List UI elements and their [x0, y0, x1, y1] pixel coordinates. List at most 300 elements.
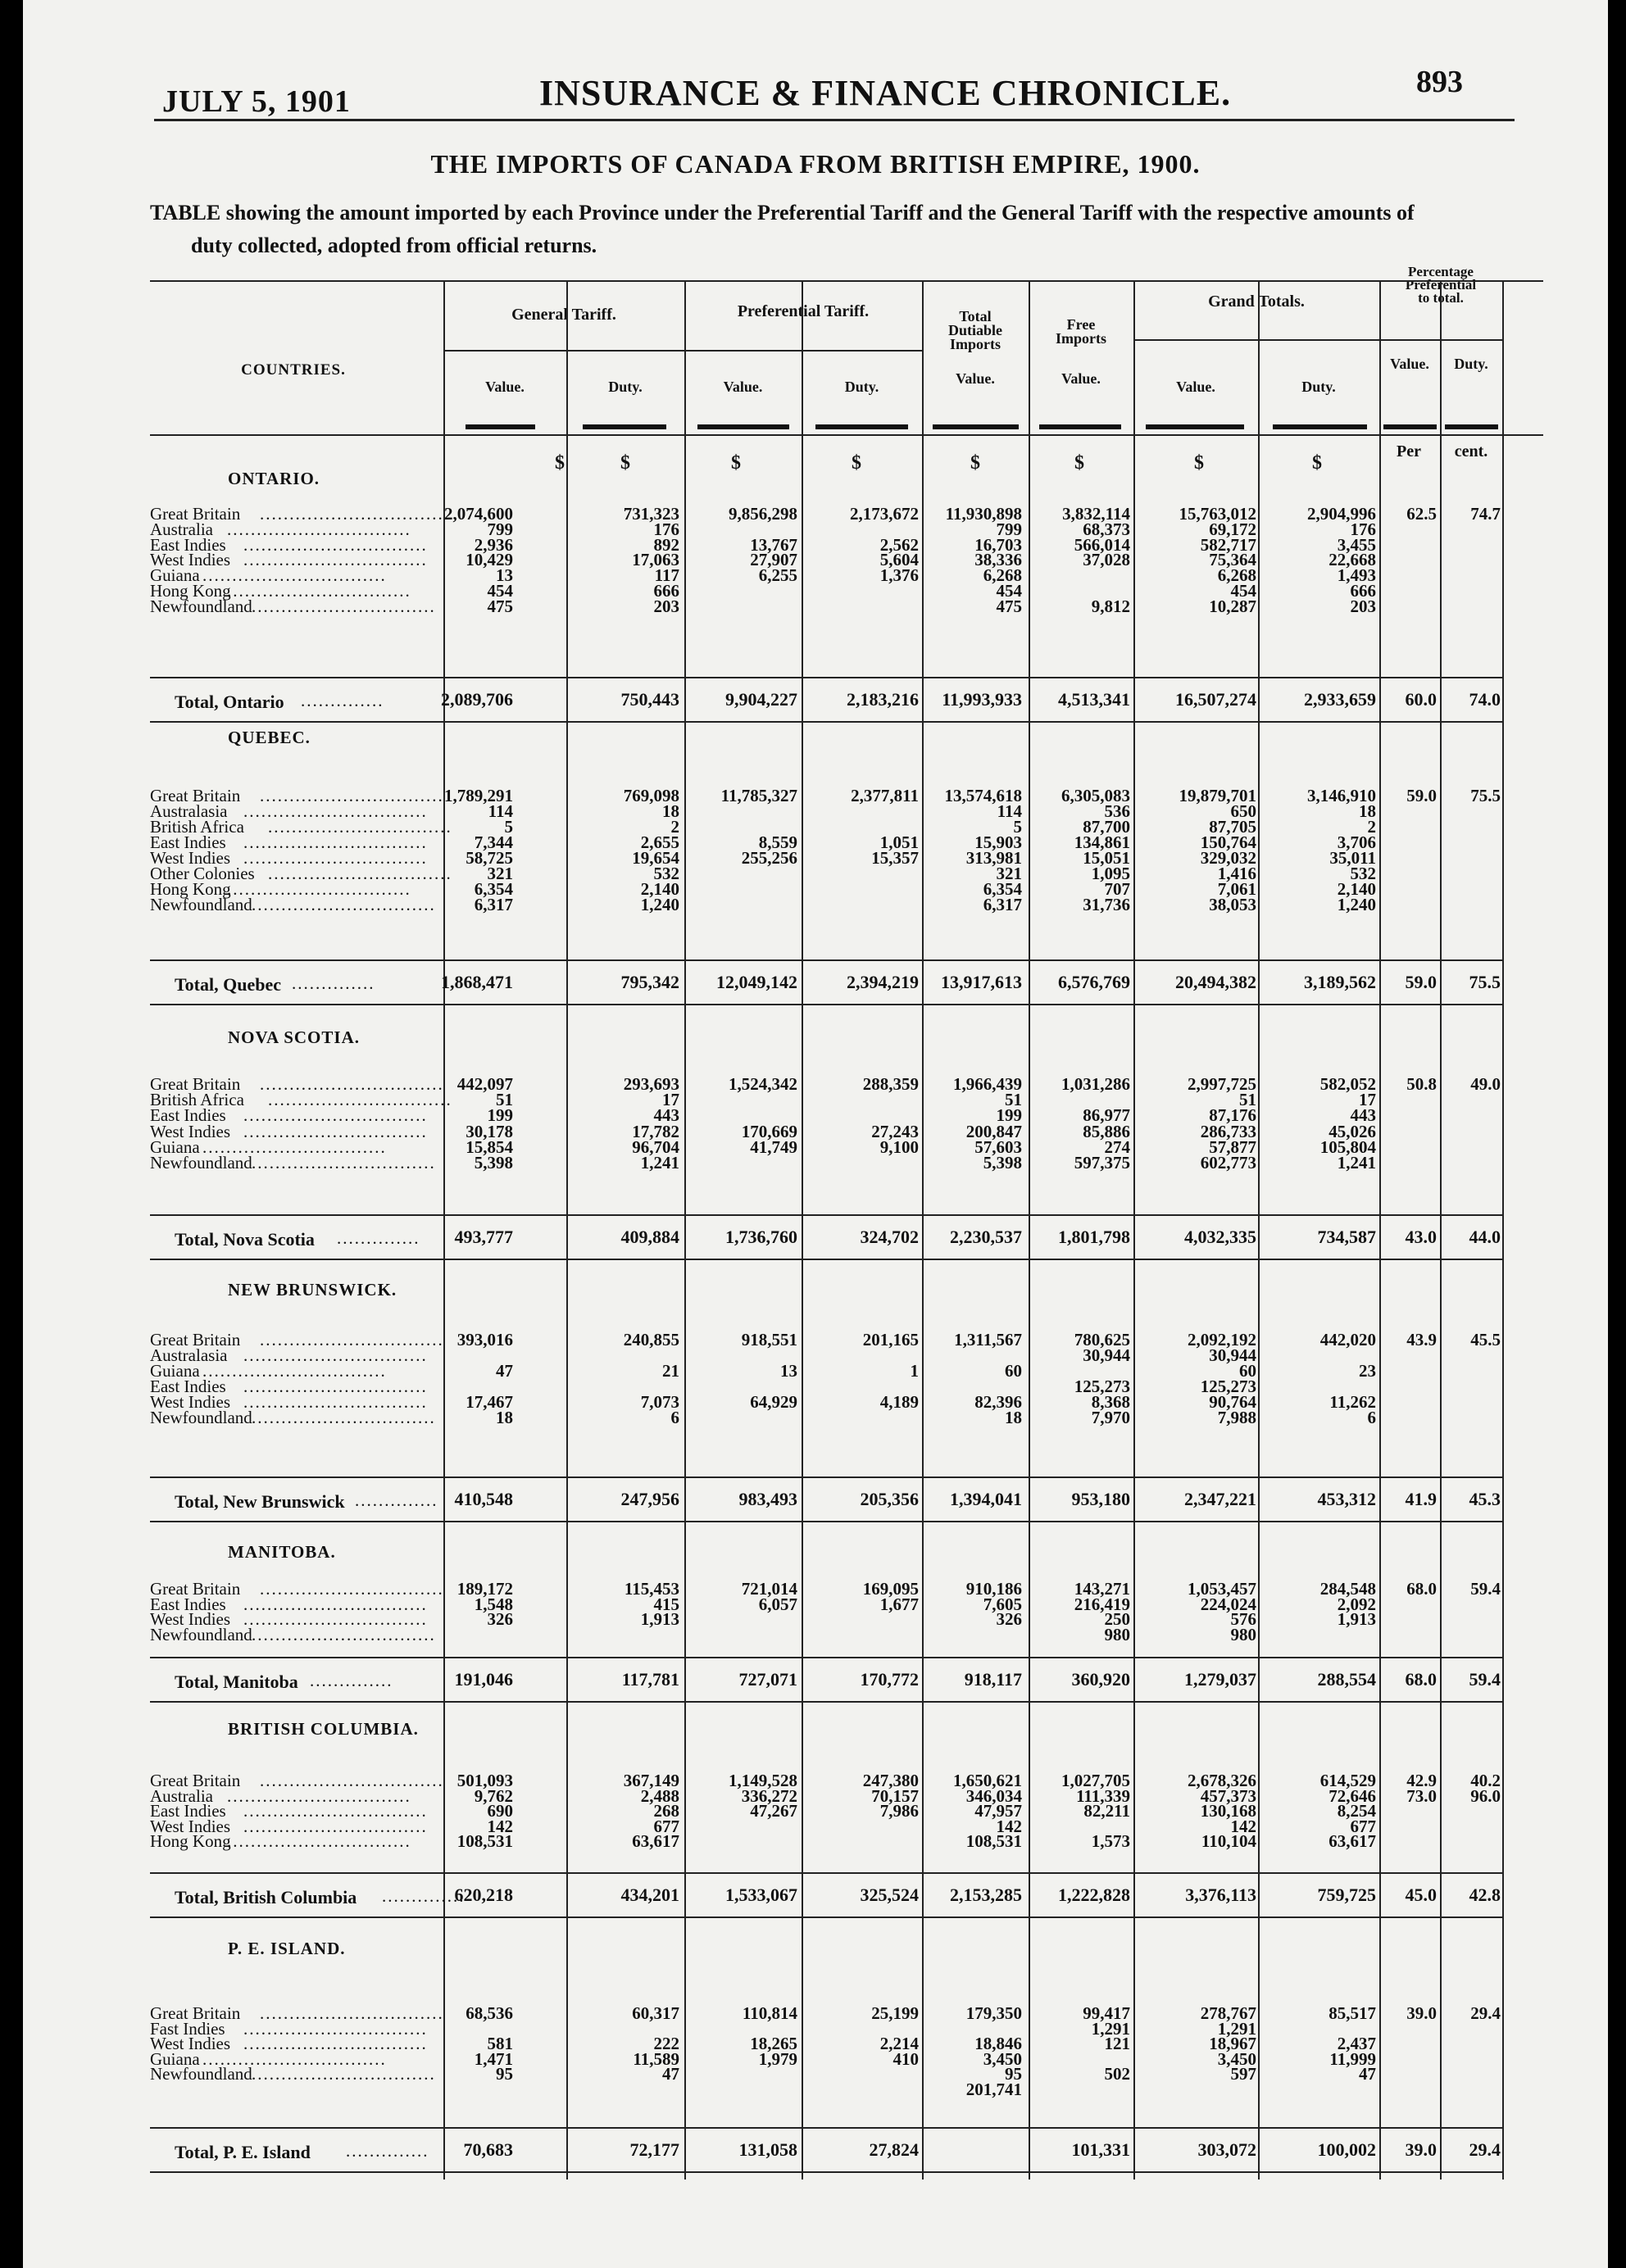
cell-value: 18,967: [1209, 2034, 1256, 2053]
cell-value: 18,846: [974, 2034, 1022, 2053]
total-value: 3,189,562: [1304, 972, 1376, 992]
cell-value: 666: [653, 581, 679, 601]
cell-value: 70,157: [871, 1785, 919, 1806]
unit-dollar: $: [620, 452, 630, 474]
cell-value: 566,014: [1074, 534, 1130, 555]
leader-dots: ..............: [355, 1490, 438, 1510]
cell-value: 532: [653, 864, 679, 883]
province-heading: ONTARIO.: [228, 469, 320, 488]
cell-value: 980: [1230, 1624, 1256, 1644]
total-value: 131,058: [738, 2139, 797, 2160]
cell-value: 2,092: [1337, 1594, 1376, 1614]
cell-value: 13,574,618: [944, 786, 1022, 805]
row-country: East Indies: [150, 1377, 226, 1396]
cell-value: 278,767: [1200, 2003, 1256, 2023]
cell-value: 15,763,012: [1179, 504, 1256, 524]
cell-value: 176: [653, 519, 679, 539]
leader-dots: ..............: [310, 1671, 393, 1690]
cell-value: 16,703: [974, 534, 1022, 555]
cell-value: 7,988: [1217, 1408, 1256, 1427]
unit-percent: cent.: [1454, 442, 1488, 460]
cell-value: 910,186: [965, 1579, 1022, 1599]
cell-value: 9,812: [1091, 596, 1130, 616]
total-value: 11,993,933: [942, 689, 1022, 710]
leader-dots: ...............................: [268, 864, 452, 883]
row-country: Hong Kong: [150, 1831, 231, 1851]
total-value: 101,331: [1071, 2139, 1130, 2160]
cell-value: 6,268: [983, 565, 1022, 586]
cell-value: 15,051: [1083, 848, 1130, 868]
leader-dots: ...............................: [252, 1153, 436, 1173]
header-rule: [154, 119, 1515, 121]
total-value: 16,507,274: [1175, 689, 1256, 710]
cell-value: 75,364: [1209, 550, 1256, 570]
cell-value: 114: [488, 801, 513, 821]
cell-value: 58,725: [466, 848, 513, 868]
total-label: Total, Manitoba: [175, 1672, 298, 1692]
cell-value: 2,214: [879, 2034, 919, 2053]
total-label: Total, Quebec: [175, 974, 281, 995]
cell-value: 43.9: [1406, 1330, 1437, 1349]
cell-value: 5: [504, 817, 513, 837]
cell-value: 134,861: [1074, 832, 1130, 852]
province-heading: NEW BRUNSWICK.: [228, 1280, 397, 1300]
leader-dots: ...............................: [252, 596, 436, 616]
total-value: 734,587: [1317, 1227, 1376, 1247]
cell-value: 22,668: [1329, 550, 1376, 570]
cell-value: 329,032: [1200, 848, 1256, 868]
total-value: 1,222,828: [1058, 1885, 1130, 1905]
total-value: 6,576,769: [1058, 972, 1130, 992]
unit-dollar: $: [1312, 452, 1322, 474]
subheader-bar: [1146, 424, 1244, 429]
cell-value: 62.5: [1406, 504, 1437, 524]
row-country: West Indies: [150, 550, 231, 570]
cell-value: 68,373: [1083, 519, 1130, 539]
leader-dots: ...............................: [227, 1831, 411, 1851]
cell-value: 3,146,910: [1307, 786, 1376, 805]
total-value: 70,683: [463, 2139, 513, 2160]
cell-value: 1,240: [640, 895, 679, 914]
total-value: 39.0: [1405, 2139, 1437, 2160]
leader-dots: ...............................: [243, 550, 428, 570]
row-country: East Indies: [150, 1594, 226, 1614]
total-label: Total, P. E. Island: [175, 2142, 311, 2162]
cell-value: 1,979: [758, 2048, 797, 2069]
leader-dots: ...............................: [243, 1801, 428, 1821]
cell-value: 18: [662, 801, 679, 821]
cell-value: 95: [1005, 2064, 1022, 2084]
cell-value: 27,243: [871, 1121, 919, 1141]
header-bottom-rule: [150, 434, 1543, 436]
total-value: 1,736,760: [725, 1227, 797, 1247]
cell-value: 1,376: [879, 565, 919, 586]
cell-value: 11,262: [1329, 1392, 1376, 1412]
cell-value: 25,199: [871, 2003, 919, 2023]
cell-value: 17,467: [466, 1392, 513, 1412]
cell-value: 39.0: [1406, 2003, 1437, 2023]
leader-dots: ...............................: [227, 1785, 411, 1806]
cell-value: 442,020: [1319, 1330, 1376, 1349]
cell-value: 268: [653, 1801, 679, 1821]
cell-value: 367,149: [623, 1771, 679, 1790]
cell-value: 3,450: [1217, 2048, 1256, 2069]
cell-value: 57,877: [1209, 1136, 1256, 1157]
cell-value: 1: [910, 1361, 919, 1381]
cell-value: 63,617: [1329, 1831, 1376, 1851]
row-country: West Indies: [150, 1816, 231, 1836]
cell-value: 42.9: [1406, 1771, 1437, 1790]
issue-date: JULY 5, 1901: [162, 84, 351, 119]
total-value: 288,554: [1317, 1669, 1376, 1690]
cell-value: 321: [487, 864, 513, 883]
caption-line-1: TABLE showing the amount imported by each Province under the Preferential Tariff and the General Tariff with the respective amounts of: [150, 201, 1415, 225]
total-value: 2,347,221: [1184, 1489, 1256, 1509]
table-caption: [150, 197, 1527, 262]
cell-value: 143,271: [1074, 1579, 1130, 1599]
cell-value: 1,311,567: [954, 1330, 1022, 1349]
cell-value: 1,291: [1091, 2018, 1130, 2039]
cell-value: 690: [487, 1801, 513, 1821]
total-value: 2,394,219: [847, 972, 919, 992]
subheader-rule: [1379, 339, 1502, 341]
row-country: Great Britain: [150, 1330, 241, 1349]
unit-dollar: $: [555, 452, 565, 474]
cell-value: 1,241: [640, 1153, 679, 1173]
cell-value: 15,357: [871, 848, 919, 868]
leader-dots: ..............: [301, 691, 384, 710]
subheader-rule: [1133, 339, 1379, 341]
total-value: 918,117: [964, 1669, 1022, 1690]
cell-value: 17,063: [632, 550, 679, 570]
cell-value: 82,396: [974, 1392, 1022, 1412]
cell-value: 8,254: [1337, 1801, 1376, 1821]
total-value: 205,356: [860, 1489, 919, 1509]
cell-value: 110,104: [1201, 1831, 1256, 1851]
cell-value: 51: [1005, 1090, 1022, 1110]
cell-value: 30,178: [466, 1121, 513, 1141]
leader-dots: ...............................: [268, 817, 452, 837]
cell-value: 189,172: [456, 1579, 513, 1599]
cell-value: 918,551: [741, 1330, 797, 1349]
cell-value: 64,929: [750, 1392, 797, 1412]
cell-value: 1,650,621: [953, 1771, 1022, 1790]
cell-value: 38,336: [974, 550, 1022, 570]
leader-dots: ...............................: [202, 1136, 387, 1157]
cell-value: 532: [1350, 864, 1376, 883]
cell-value: 6: [1367, 1408, 1376, 1427]
total-value: 324,702: [860, 1227, 919, 1247]
cell-value: 95: [496, 2064, 513, 2084]
cell-value: 6,317: [474, 895, 513, 914]
cell-value: 59.0: [1406, 786, 1437, 805]
cell-value: 677: [1350, 1816, 1376, 1836]
cell-value: 18: [496, 1408, 513, 1427]
cell-value: 11,930,898: [945, 504, 1022, 524]
leader-dots: ..............: [337, 1228, 420, 1248]
cell-value: 170,669: [741, 1121, 797, 1141]
column-rule: [566, 280, 568, 2180]
row-country: Great Britain: [150, 786, 241, 805]
cell-value: 142: [996, 1816, 1022, 1836]
leader-dots: ...............................: [243, 1377, 428, 1396]
cell-value: 10,287: [1209, 596, 1256, 616]
cell-value: 40.2: [1470, 1771, 1501, 1790]
row-country: Newfoundland: [150, 1624, 252, 1644]
cell-value: 1,240: [1337, 895, 1376, 914]
cell-value: 21: [662, 1361, 679, 1381]
total-value: 493,777: [454, 1227, 513, 1247]
cell-value: 597,375: [1074, 1153, 1130, 1173]
total-value: 60.0: [1405, 689, 1437, 710]
cell-value: 199: [487, 1105, 513, 1126]
total-value: 1,394,041: [950, 1489, 1022, 1509]
row-country: Newfoundland: [150, 2064, 252, 2084]
cell-value: 2,140: [640, 879, 679, 899]
row-country: Australia: [150, 1785, 213, 1806]
cell-value: 4,189: [879, 1392, 919, 1412]
column-rule: [1029, 280, 1030, 2180]
province-heading: NOVA SCOTIA.: [228, 1027, 360, 1047]
total-value: 170,772: [860, 1669, 919, 1690]
cell-value: 6,305,083: [1061, 786, 1130, 805]
cell-value: 1,677: [879, 1594, 919, 1614]
total-bottom-rule: [150, 1259, 1502, 1260]
leader-dots: ...............................: [260, 1074, 444, 1094]
cell-value: 2,377,811: [851, 786, 919, 805]
cell-value: 19,879,701: [1179, 786, 1256, 805]
cell-value: 799: [487, 519, 513, 539]
cell-value: 150,764: [1200, 832, 1256, 852]
cell-value: 38,053: [1209, 895, 1256, 914]
cell-value: 1,095: [1091, 864, 1130, 883]
subheader-bar: [1039, 424, 1121, 429]
cell-value: 47,267: [750, 1801, 797, 1821]
cell-value: 677: [653, 1816, 679, 1836]
unit-dollar: $: [852, 452, 861, 474]
cell-value: 224,024: [1200, 1594, 1256, 1614]
cell-value: 111,339: [1076, 1785, 1130, 1806]
cell-value: 114: [997, 801, 1022, 821]
table-title: THE IMPORTS OF CANADA FROM BRITISH EMPIRE, 1900.: [430, 149, 1201, 179]
cell-value: 85,517: [1329, 2003, 1376, 2023]
subheader-bar: [583, 424, 666, 429]
province-heading: BRITISH COLUMBIA.: [228, 1719, 419, 1739]
col-header-preferential: Preferential Tariff.: [737, 302, 870, 320]
total-value: 247,956: [620, 1489, 679, 1509]
total-value: 45.0: [1405, 1885, 1437, 1905]
row-country: West Indies: [150, 1609, 231, 1629]
total-value: 100,002: [1317, 2139, 1376, 2160]
cell-value: 313,981: [965, 848, 1022, 868]
total-rule: [150, 677, 1502, 678]
cell-value: 176: [1350, 519, 1376, 539]
cell-value: 13,767: [750, 534, 797, 555]
cell-value: 602,773: [1200, 1153, 1256, 1173]
leader-dots: ..............: [346, 2141, 429, 2161]
total-bottom-rule: [150, 1004, 1502, 1005]
cell-value: 2: [1367, 817, 1376, 837]
cell-value: 502: [1104, 2064, 1130, 2084]
total-value: 409,884: [620, 1227, 679, 1247]
leader-dots: ...............................: [243, 848, 428, 868]
cell-value: 47: [496, 1361, 513, 1381]
leader-dots: ...............................: [260, 1771, 444, 1790]
cell-value: 1,051: [879, 832, 919, 852]
leader-dots: ...............................: [243, 1609, 428, 1629]
row-country: Guiana: [150, 1361, 200, 1381]
cell-value: 125,273: [1074, 1377, 1130, 1396]
cell-value: 199: [996, 1105, 1022, 1126]
row-country: British Africa: [150, 1090, 244, 1110]
cell-value: 59.4: [1470, 1579, 1501, 1599]
total-rule: [150, 1872, 1502, 1874]
total-value: 42.8: [1469, 1885, 1501, 1905]
cell-value: 201,741: [965, 2079, 1022, 2099]
cell-value: 222: [653, 2034, 679, 2053]
cell-value: 288,359: [862, 1074, 919, 1094]
cell-value: 780,625: [1074, 1330, 1130, 1349]
cell-value: 13: [496, 565, 513, 586]
cell-value: 5,604: [879, 550, 919, 570]
leader-dots: ..............: [292, 973, 375, 993]
unit-dollar: $: [970, 452, 980, 474]
row-country: West Indies: [150, 848, 231, 868]
cell-value: 247,380: [862, 1771, 919, 1790]
cell-value: 47: [1359, 2064, 1376, 2084]
cell-value: 108,531: [965, 1831, 1022, 1851]
cell-value: 30,944: [1083, 1345, 1130, 1365]
page-number: 893: [1416, 65, 1463, 99]
cell-value: 7,605: [983, 1594, 1022, 1614]
cell-value: 29.4: [1470, 2003, 1501, 2023]
cell-value: 105,804: [1319, 1136, 1376, 1157]
cell-value: 2,092,192: [1188, 1330, 1256, 1349]
cell-value: 336,272: [741, 1785, 797, 1806]
cell-value: 30,944: [1209, 1345, 1256, 1365]
row-country: Great Britain: [150, 1579, 241, 1599]
cell-value: 536: [1104, 801, 1130, 821]
cell-value: 18,265: [750, 2034, 797, 2053]
cell-value: 47: [662, 2064, 679, 2084]
subheader-bar: [1273, 424, 1367, 429]
column-rule: [1440, 280, 1442, 2180]
leader-dots: ...............................: [243, 1816, 428, 1836]
cell-value: 179,350: [965, 2003, 1022, 2023]
total-value: 2,183,216: [847, 689, 919, 710]
total-value: 68.0: [1405, 1669, 1437, 1690]
leader-dots: ...............................: [268, 1090, 452, 1110]
cell-value: 45,026: [1329, 1121, 1376, 1141]
cell-value: 1,031,286: [1061, 1074, 1130, 1094]
cell-value: 293,693: [623, 1074, 679, 1094]
cell-value: 99,417: [1083, 2003, 1130, 2023]
total-value: 360,920: [1071, 1669, 1130, 1690]
unit-dollar: $: [1194, 452, 1204, 474]
leader-dots: ...............................: [260, 504, 444, 524]
cell-value: 892: [653, 534, 679, 555]
total-value: 41.9: [1405, 1489, 1437, 1509]
total-value: 620,218: [454, 1885, 513, 1905]
leader-dots: ...............................: [260, 786, 444, 805]
col-header-total-dutiable: [922, 310, 1029, 352]
leader-dots: ...............................: [243, 534, 428, 555]
cell-value: 240,855: [623, 1330, 679, 1349]
unit-percent: Per: [1397, 442, 1421, 460]
column-rule: [802, 280, 803, 2180]
total-value: 1,533,067: [725, 1885, 797, 1905]
total-label: Total, British Columbia: [175, 1887, 357, 1907]
cell-value: 17,782: [632, 1121, 679, 1141]
leader-dots: ...............................: [260, 1330, 444, 1349]
total-label: Total, Ontario: [175, 692, 284, 712]
cell-value: 3,450: [983, 2048, 1022, 2069]
caption-line-2: duty collected, adopted from official returns.: [191, 234, 597, 257]
province-heading: MANITOBA.: [228, 1542, 336, 1562]
total-rule: [150, 2127, 1502, 2129]
newspaper-page: [23, 0, 1608, 2268]
col-header-total-dutiable-2: Dutiable: [947, 322, 1002, 338]
col-header-percentage-1: Percentage: [1408, 264, 1474, 279]
cell-value: 475: [996, 596, 1022, 616]
cell-value: 1,493: [1337, 565, 1376, 586]
total-value: 43.0: [1405, 1227, 1437, 1247]
cell-value: 115,453: [624, 1579, 679, 1599]
cell-value: 10,429: [466, 550, 513, 570]
total-value: 1,801,798: [1058, 1227, 1130, 1247]
cell-value: 201,165: [862, 1330, 919, 1349]
cell-value: 110,814: [742, 2003, 797, 2023]
cell-value: 49.0: [1470, 1074, 1501, 1094]
cell-value: 9,762: [474, 1785, 513, 1806]
total-value: 2,089,706: [441, 689, 513, 710]
cell-value: 321: [996, 864, 1022, 883]
cell-value: 23: [1359, 1361, 1376, 1381]
cell-value: 5: [1013, 817, 1022, 837]
cell-value: 73.0: [1406, 1785, 1437, 1806]
province-heading: P. E. ISLAND.: [228, 1939, 346, 1958]
cell-value: 87,700: [1083, 817, 1130, 837]
cell-value: 60: [1005, 1361, 1022, 1381]
row-country: Guiana: [150, 565, 200, 586]
total-value: 9,904,227: [725, 689, 797, 710]
total-label: Total, Nova Scotia: [175, 1229, 315, 1250]
cell-value: 346,034: [965, 1785, 1022, 1806]
total-rule: [150, 1476, 1502, 1478]
cell-value: 45.5: [1470, 1330, 1501, 1349]
unit-dollar: $: [1074, 452, 1084, 474]
cell-value: 1,789,291: [444, 786, 513, 805]
col-header-percentage-2: Preferential: [1405, 277, 1477, 293]
cell-value: 11,999: [1329, 2048, 1376, 2069]
cell-value: 274: [1104, 1136, 1130, 1157]
total-value: 44.0: [1469, 1227, 1501, 1247]
row-country: Guiana: [150, 1136, 200, 1157]
total-value: 117,781: [621, 1669, 679, 1690]
total-value: 2,153,285: [950, 1885, 1022, 1905]
col-subheader-duty: Duty.: [1301, 379, 1336, 395]
cell-value: 35,011: [1329, 848, 1376, 868]
cell-value: 286,733: [1200, 1121, 1256, 1141]
col-subheader-value: Value.: [485, 379, 525, 395]
cell-value: 125,273: [1200, 1377, 1256, 1396]
cell-value: 443: [1350, 1105, 1376, 1126]
total-value: 4,513,341: [1058, 689, 1130, 710]
subheader-rule: [443, 350, 922, 352]
row-country: Newfoundland: [150, 895, 252, 914]
cell-value: 1,913: [1337, 1609, 1376, 1629]
row-country: Other Colonies: [150, 864, 255, 883]
